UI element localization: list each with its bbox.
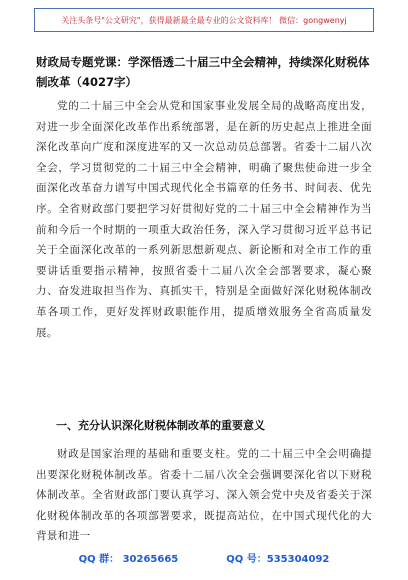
header-banner xyxy=(34,8,374,32)
section-heading-1: 一、充分认识深化财税体制改革的重要意义 xyxy=(56,419,265,432)
body-paragraph-2: 财政是国家治理的基础和重要支柱。党的二十届三中全会明确提出要深化财税体制改革。省委十二届八次全会强调要深化省以下财税体制改革。全省财政部门要认真学习、深入领会党中央及省委关于深化财税体制改革的各项部署要求，既提高站位，在中国式现代化的大背景和进一 xyxy=(36,448,372,543)
footer-qq-group: QQ 群： 30265665 xyxy=(78,554,179,565)
document-title: 财政局专题党课：学深悟透二十届三中全会精神，持续深化财税体制改革（4027字） xyxy=(36,55,370,89)
banner-text: 关注头条号"公文研究"，获得最新最全最专业的公文资料库！ 微信：gongwenyj xyxy=(61,15,347,25)
body-paragraph-1: 党的二十届三中全会从党和国家事业发展全局的战略高度出发，对进一步全面深化改革作出系统部署，是在新的历史起点上推进全面深化改革向广度和深度进军的又一次总动员总部署。省委十二届八次全会，学习贯彻党的二十届三中全会精神，明确了聚焦使命进一步全面深化改革奋力谱写中国式现代化全书篇章的任务书、时间表、优先序。全省财政部门要把学习好贯彻好党的二十届三中全会精神作为当前和今后一个时期的一项重大政治任务，深入学习贯彻习近平总书记关于全面深化改革的一系列新思想新观点、新论断和对全市工作的重要讲话重要指示精神，按照省委十二届八次全会部署要求，凝心聚力、奋发进取担当作为、真抓实干，特别是全面做好深化财税体制改革各项工作，更好发挥财政职能作用，提质增效服务全省高质量发展。 xyxy=(36,100,372,339)
footer-qq-number: QQ 号：535304092 xyxy=(226,554,330,565)
footer-contact xyxy=(36,550,372,570)
